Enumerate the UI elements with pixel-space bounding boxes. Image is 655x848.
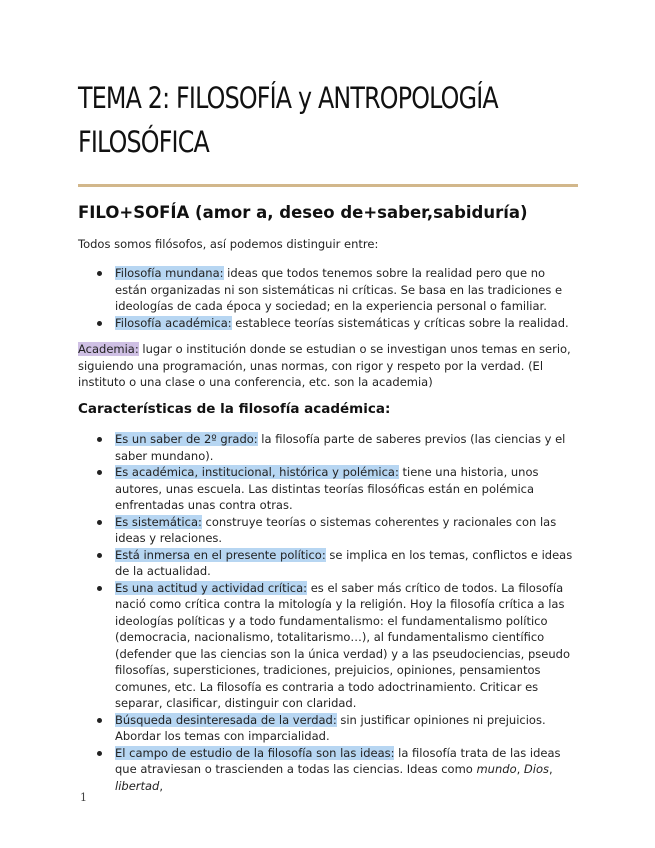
item-text: sin justificar opiniones ni prejuicios. Abordar los temas con imparcialidad. bbox=[115, 712, 546, 743]
item-text: tiene una historia, unos autores, unas escuela. Las distintas teorías filosóficas están en polémica enfrentadas unas contra otras. bbox=[115, 465, 539, 512]
highlighted-term: El campo de estudio de la filosofía son las ideas: bbox=[115, 745, 395, 760]
highlighted-term: Búsqueda desinteresada de la verdad: bbox=[115, 712, 337, 727]
idea-word: mundo bbox=[476, 762, 517, 776]
list-item bbox=[78, 431, 580, 464]
list-item bbox=[78, 580, 580, 712]
highlighted-term: Es académica, institucional, histórica y polémica: bbox=[115, 465, 399, 479]
highlighted-term: Es sistemática: bbox=[115, 514, 202, 529]
list-item bbox=[78, 712, 580, 745]
page-number: 1 bbox=[80, 791, 87, 804]
item-text: ideas que todos tenemos sobre la realidad pero que no están organizadas ni son sistemáticas ni críticas. Se basa en las tradiciones e ideologías de cada época y sociedad; en la experiencia personal o familiar. bbox=[115, 266, 563, 313]
idea-separator: , bbox=[549, 762, 553, 776]
highlighted-term: Filosofía mundana: bbox=[115, 266, 224, 280]
item-text: construye teorías o sistemas coherentes y racionales con las ideas y relaciones. bbox=[115, 514, 557, 545]
academia-paragraph bbox=[78, 341, 580, 391]
highlighted-term: Está inmersa en el presente político: bbox=[115, 547, 326, 562]
characteristics-heading: Características de la filosofía académica: bbox=[78, 401, 391, 417]
idea-word: Dios bbox=[523, 762, 549, 776]
highlighted-term: Es una actitud y actividad crítica: bbox=[115, 580, 308, 595]
highlighted-term: Academia: bbox=[78, 342, 139, 356]
list-item bbox=[78, 514, 580, 547]
item-text: es el saber más crítico de todos. La filosofía nació como crítica contra la mitología y la religión. Hoy la filosofía crítica a las ideologías políticas y a todo fundamentalismo: el fundamentalismo político (democracia, nacionalismo, totalitarismo…), al fundamentalismo científico (defender que las ciencias son la única verdad) y a las pseudociencias, pseudo filosofías, supersticiones, tradiciones, prejuicios, opiniones, pensamientos comunes, etc. La filosofía es contraria a todo adoctrinamiento. Criticar es separar, clasificar, distinguir con claridad. bbox=[115, 580, 570, 710]
item-text: se implica en los temas, conflictos e ideas de la actualidad. bbox=[115, 547, 573, 578]
idea-separator: , bbox=[159, 778, 164, 793]
list-item bbox=[78, 265, 580, 315]
list-item bbox=[78, 464, 580, 514]
highlighted-term: Filosofía académica: bbox=[115, 315, 232, 330]
idea-separator: , bbox=[516, 762, 524, 776]
paragraph-text: lugar o institución donde se estudian o se investigan unos temas en serio, siguiendo una programación, unas normas, con rigor y respeto por la verdad. (El instituto o una clase o una conferencia, etc. son la academia) bbox=[78, 342, 571, 389]
item-text: la filosofía trata de las ideas que atraviesan o trascienden a todas las ciencias. Ideas como bbox=[115, 745, 561, 776]
intro-text: Todos somos filósofos, así podemos distinguir entre: bbox=[78, 237, 379, 251]
philosophy-types-list bbox=[78, 265, 580, 331]
list-item bbox=[78, 315, 580, 332]
list-item bbox=[78, 547, 580, 580]
section-heading: FILO+SOFÍA (amor a, deseo de+saber,sabiduría) bbox=[78, 203, 528, 222]
item-text: establece teorías sistemáticas y críticas sobre la realidad. bbox=[231, 315, 569, 330]
item-text: la filosofía parte de saberes previos (las ciencias y el saber mundano). bbox=[115, 432, 566, 463]
idea-word: libertad bbox=[115, 778, 160, 793]
list-item bbox=[78, 745, 580, 795]
characteristics-list bbox=[78, 431, 580, 794]
page-title: TEMA 2: FILOSOFÍA y ANTROPOLOGÍA FILOSÓFICA bbox=[78, 81, 498, 159]
highlighted-term: Es un saber de 2º grado: bbox=[115, 432, 258, 446]
title-divider bbox=[78, 184, 578, 187]
